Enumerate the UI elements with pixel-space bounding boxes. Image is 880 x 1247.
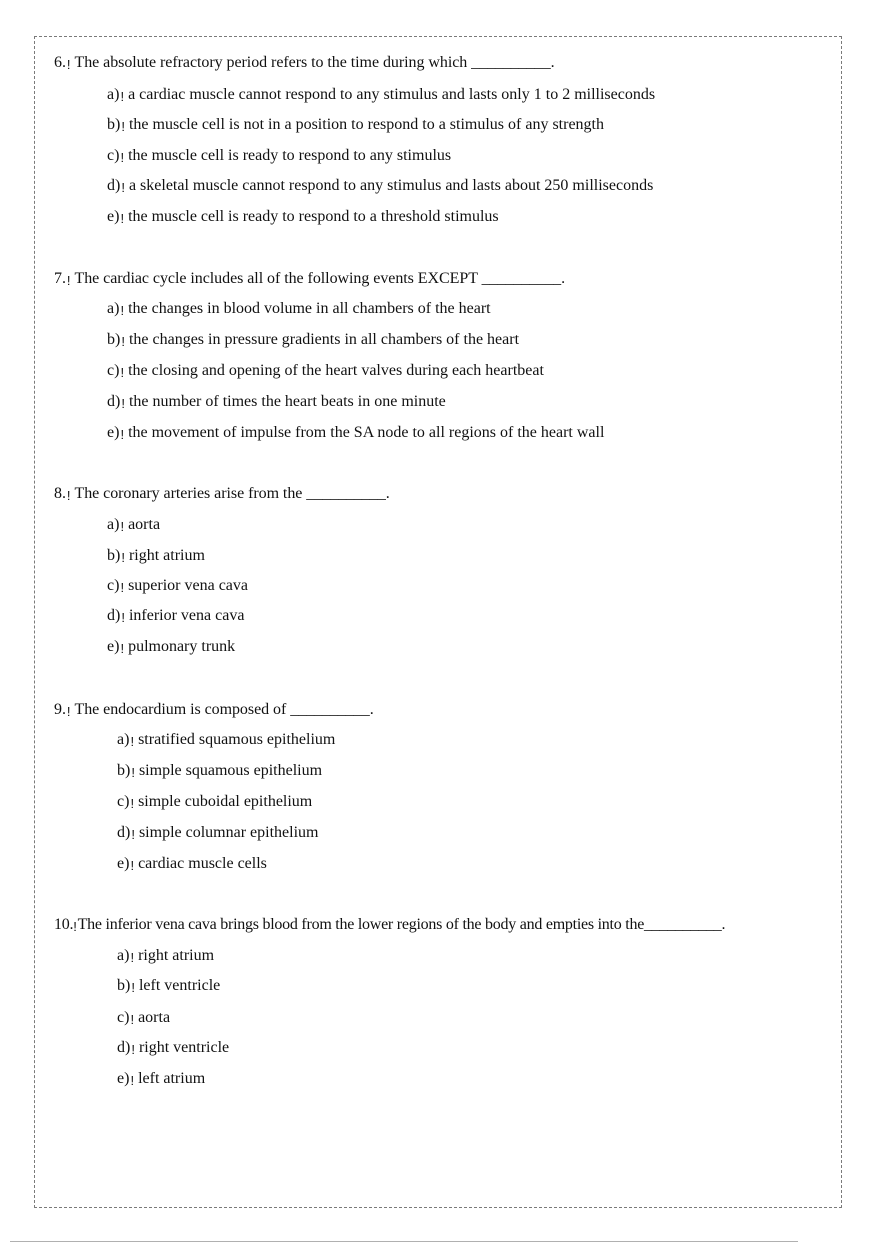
option-text: right atrium xyxy=(138,947,215,964)
option-letter: d) xyxy=(107,177,121,194)
bullet-marker: ! xyxy=(121,550,125,565)
option-text: superior vena cava xyxy=(128,577,248,594)
option-text: the movement of impulse from the SA node to all regions of the heart wall xyxy=(128,424,605,441)
option-letter: a) xyxy=(117,947,130,964)
bullet-marker: ! xyxy=(121,396,125,411)
question-number: 8. xyxy=(54,485,66,502)
option-d[interactable] xyxy=(107,606,244,628)
option-d[interactable] xyxy=(107,392,446,414)
option-letter: e) xyxy=(117,1070,130,1087)
option-text: right ventricle xyxy=(138,1039,230,1056)
option-letter: b) xyxy=(107,331,121,348)
bullet-marker: ! xyxy=(121,119,125,134)
bullet-marker: ! xyxy=(66,488,71,503)
question-text: The coronary arteries arise from the __________. xyxy=(74,485,390,502)
option-text: aorta xyxy=(138,1009,171,1026)
option-text: the number of times the heart beats in one minute xyxy=(128,393,446,410)
option-b[interactable] xyxy=(107,546,205,568)
bullet-marker: ! xyxy=(120,150,125,165)
option-c[interactable] xyxy=(107,146,451,168)
option-a[interactable] xyxy=(107,299,491,321)
option-letter: a) xyxy=(107,300,120,317)
option-letter: c) xyxy=(117,1009,130,1026)
option-d[interactable] xyxy=(117,823,318,845)
option-b[interactable] xyxy=(117,976,220,998)
bullet-marker: ! xyxy=(73,919,77,934)
question-stem xyxy=(54,53,555,75)
option-letter: c) xyxy=(107,147,120,164)
option-d[interactable] xyxy=(107,176,653,198)
option-letter: b) xyxy=(117,977,131,994)
bullet-marker: ! xyxy=(66,273,71,288)
question-text: The inferior vena cava brings blood from the lower regions of the body and empties into the__________. xyxy=(77,916,726,933)
option-letter: d) xyxy=(107,393,121,410)
option-letter: d) xyxy=(117,1039,131,1056)
option-text: a skeletal muscle cannot respond to any stimulus and lasts about 250 milliseconds xyxy=(128,177,654,194)
option-text: stratified squamous epithelium xyxy=(138,731,336,748)
option-letter: e) xyxy=(107,424,120,441)
option-letter: a) xyxy=(117,731,130,748)
bullet-marker: ! xyxy=(121,180,125,195)
bullet-marker: ! xyxy=(131,1042,135,1057)
option-text: cardiac muscle cells xyxy=(138,855,267,872)
bullet-marker: ! xyxy=(130,1073,135,1088)
option-b[interactable] xyxy=(107,330,519,352)
bullet-marker: ! xyxy=(120,580,125,595)
bullet-marker: ! xyxy=(130,950,135,965)
option-text: the changes in pressure gradients in all chambers of the heart xyxy=(128,331,520,348)
question-stem xyxy=(54,915,725,937)
option-letter: d) xyxy=(107,607,121,624)
bullet-marker: ! xyxy=(131,765,135,780)
bullet-marker: ! xyxy=(120,427,125,442)
option-e[interactable] xyxy=(107,207,499,229)
question-number: 10. xyxy=(54,916,74,933)
option-e[interactable] xyxy=(107,423,604,445)
option-letter: e) xyxy=(107,638,120,655)
bullet-marker: ! xyxy=(120,641,125,656)
bullet-marker: ! xyxy=(120,303,125,318)
option-text: pulmonary trunk xyxy=(128,638,236,655)
option-c[interactable] xyxy=(117,1008,170,1030)
option-letter: c) xyxy=(107,362,120,379)
bullet-marker: ! xyxy=(120,519,125,534)
bullet-marker: ! xyxy=(66,57,71,72)
bullet-marker: ! xyxy=(130,796,135,811)
option-a[interactable] xyxy=(107,85,655,107)
option-text: the muscle cell is not in a position to respond to a stimulus of any strength xyxy=(128,116,604,133)
option-b[interactable] xyxy=(117,761,322,783)
option-text: left atrium xyxy=(138,1070,206,1087)
option-text: aorta xyxy=(128,516,161,533)
question-number: 6. xyxy=(54,54,66,71)
bullet-marker: ! xyxy=(130,858,135,873)
option-letter: a) xyxy=(107,86,120,103)
bullet-marker: ! xyxy=(120,89,125,104)
option-a[interactable] xyxy=(117,730,335,752)
option-letter: e) xyxy=(107,208,120,225)
question-number: 9. xyxy=(54,701,66,718)
bullet-marker: ! xyxy=(130,1012,135,1027)
question-number: 7. xyxy=(54,270,66,287)
bullet-marker: ! xyxy=(121,334,125,349)
option-a[interactable] xyxy=(117,946,214,968)
question-stem xyxy=(54,484,390,506)
bullet-marker: ! xyxy=(131,980,135,995)
question-text: The endocardium is composed of __________. xyxy=(74,701,374,718)
option-c[interactable] xyxy=(107,576,248,598)
option-d[interactable] xyxy=(117,1038,229,1060)
footer-rule xyxy=(10,1241,798,1242)
question-text: The cardiac cycle includes all of the following events EXCEPT __________. xyxy=(74,270,566,287)
bullet-marker: ! xyxy=(121,610,125,625)
option-letter: a) xyxy=(107,516,120,533)
option-text: right atrium xyxy=(128,547,205,564)
bullet-marker: ! xyxy=(120,365,125,380)
option-letter: d) xyxy=(117,824,131,841)
option-a[interactable] xyxy=(107,515,160,537)
option-text: simple squamous epithelium xyxy=(138,762,323,779)
option-e[interactable] xyxy=(107,637,235,659)
option-text: a cardiac muscle cannot respond to any stimulus and lasts only 1 to 2 milliseconds xyxy=(128,86,656,103)
option-text: left ventricle xyxy=(138,977,221,994)
option-letter: c) xyxy=(107,577,120,594)
bullet-marker: ! xyxy=(120,211,125,226)
option-letter: b) xyxy=(117,762,131,779)
question-stem xyxy=(54,269,565,291)
option-text: the muscle cell is ready to respond to a threshold stimulus xyxy=(128,208,499,225)
option-e[interactable] xyxy=(117,854,267,876)
option-b[interactable] xyxy=(107,115,604,137)
option-letter: c) xyxy=(117,793,130,810)
option-text: inferior vena cava xyxy=(128,607,245,624)
option-text: the closing and opening of the heart valves during each heartbeat xyxy=(128,362,544,379)
option-c[interactable] xyxy=(117,792,312,814)
option-letter: b) xyxy=(107,547,121,564)
question-text: The absolute refractory period refers to the time during which __________. xyxy=(74,54,555,71)
option-letter: e) xyxy=(117,855,130,872)
bullet-marker: ! xyxy=(131,827,135,842)
option-e[interactable] xyxy=(117,1069,205,1091)
option-text: simple columnar epithelium xyxy=(138,824,319,841)
option-c[interactable] xyxy=(107,361,544,383)
option-text: simple cuboidal epithelium xyxy=(138,793,313,810)
question-stem xyxy=(54,700,374,722)
bullet-marker: ! xyxy=(66,704,71,719)
option-text: the changes in blood volume in all chambers of the heart xyxy=(128,300,491,317)
bullet-marker: ! xyxy=(130,734,135,749)
option-letter: b) xyxy=(107,116,121,133)
option-text: the muscle cell is ready to respond to any stimulus xyxy=(128,147,452,164)
